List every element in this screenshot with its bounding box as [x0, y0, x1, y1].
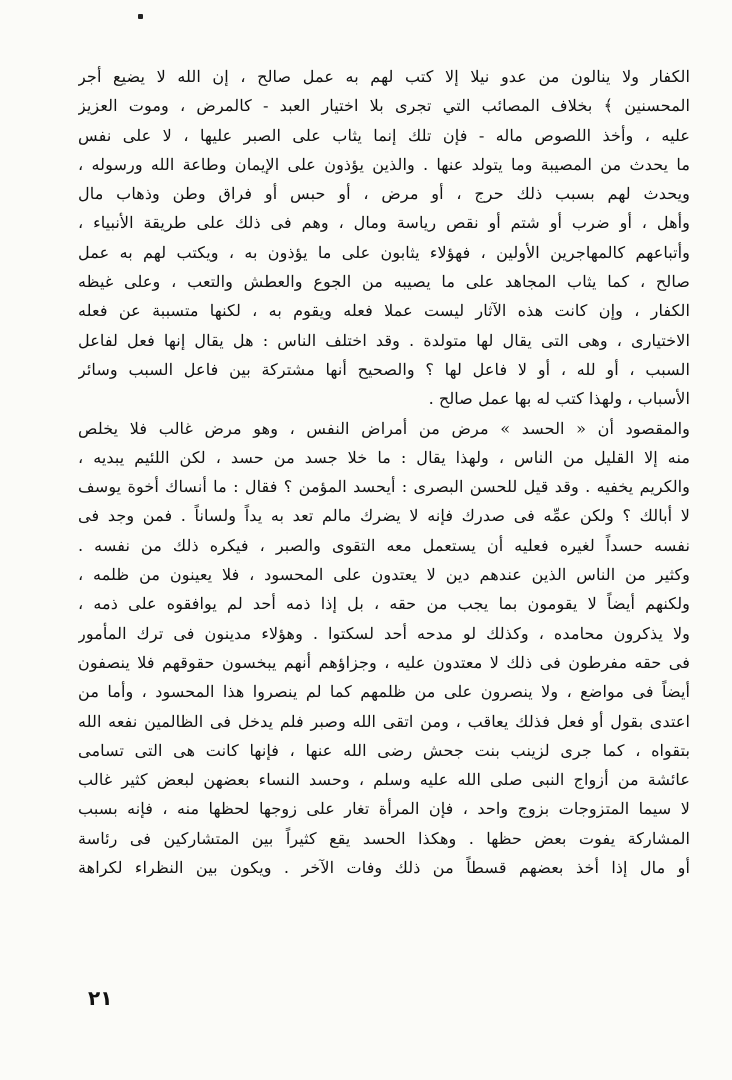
text-line: عائشة من أزواج النبى صلى الله عليه وسلم ، وحسد النساء بعضهن لبعض كثير غالب: [78, 770, 690, 790]
text-line: الكفار ولا ينالون من عدو نيلا إلا كتب لهم به عمل صالح ، إن الله لا يضيع أجر: [78, 67, 690, 86]
text-line: المشاركة يفوت بعض حظها . وهكذا الحسد يقع كثيراً بين المتشاركين فى رئاسة: [78, 828, 690, 848]
text-line: الاختيارى ، وهى التى يقال لها متولدة . وقد اختلف الناس : هل يقال إنها فعل لفاعل: [78, 330, 690, 350]
text-line: أيضاً فى مواضع ، ولا ينصرون على من ظلمهم كما لم ينصروا هذا المحسود ، وأما من: [78, 682, 690, 702]
text-line: صالح ، كما يثاب المجاهد على ما يصيبه من الجوع والعطش والتعب ، وعلى غيظه: [78, 272, 690, 292]
text-line: نفسه حسداً لغيره فعليه أن يستعمل معه التقوى والصبر ، فيكره ذلك من نفسه .: [78, 535, 690, 555]
text-line: اعتدى بقول أو فعل فذلك يعاقب ، ومن اتقى الله وصبر فلم يدخل فى الظالمين نفعه الله: [78, 711, 690, 731]
text-line: ويحدث لهم بسبب ذلك حرج ، أو مرض ، أو حبس أو فراق وطن وذهاب مال: [78, 184, 690, 204]
text-line: بتقواه ، كما جرى لزينب بنت جحش رضى الله عنها ، فإنها كانت هى التى تسامى: [78, 740, 690, 760]
text-line: لا سيما المتزوجات بزوج واحد ، فإن المرأة تغار على زوجها لحظها منه ، فإنه بسبب: [78, 799, 690, 819]
ink-mark: [138, 14, 143, 19]
text-line: الكفار ، وإن كانت هذه الآثار ليست عملا فعله ويقوم به ، لكنها متسببة عن فعله: [78, 301, 690, 321]
text-line: وأهل ، أو ضرب أو شتم أو نقص رياسة ومال ، وهم فى ذلك على طريقة الأنبياء ،: [78, 213, 690, 233]
text-line: والمقصود أن « الحسد » مرض من أمراض النفس ، وهو مرض غالب فلا يخلص: [78, 418, 690, 438]
text-line: ما يحدث من المصيبة وما يتولد عنها . والذين يؤذون على الإيمان وطاعة الله ورسوله ،: [78, 154, 690, 174]
text-line: فى حقه مفرطون فى ذلك لا معتدون عليه ، وجزاؤهم أنهم يبخسون حقوقهم فلا ينصفون: [78, 652, 690, 672]
text-line: السبب ، أو لله ، أو لا فاعل لها ؟ والصحيح أنها مشتركة بين فاعل السبب وسائر: [78, 359, 690, 379]
text-line: ولا يذكرون محامده ، وكذلك لو مدحه أحد لسكتوا . وهؤلاء مدينون فى ترك المأمور: [78, 623, 690, 643]
page-number: ٢١: [88, 986, 113, 1010]
text-line: منه إلا القليل من الناس ، ولهذا يقال : ما خلا جسد من حسد ، لكن اللئيم يبديه ،: [78, 447, 690, 467]
text-line: ولكنهم أيضاً لا يقومون بما يجب من حقه ، بل إذا ذمه أحد لم يوافقوه على ذمه ،: [78, 594, 690, 614]
text-line: أو مال إذا أخذ بعضهم قسطاً من ذلك وفات الآخر . ويكون بين النظراء لكراهة: [78, 858, 690, 878]
text-line: والكريم يخفيه . وقد قيل للحسن البصرى : أيحسد المؤمن ؟ فقال : ما أنساك أخوة يوسف: [78, 477, 690, 497]
text-line: عليه ، وأخذ اللصوص ماله - فإن تلك إنما يثاب على الصبر عليها ، لا على نفس: [78, 125, 690, 145]
body-text: [78, 62, 690, 882]
text-line: الأسباب ، ولهذا كتب له بها عمل صالح .: [428, 389, 690, 409]
text-line: لا أبالك ؟ ولكن عمِّه فى صدرك فإنه لا يضرك مالم تعد به يداً ولساناً . فمن وجد فى: [78, 506, 690, 526]
text-line: المحسنين ﴾ بخلاف المصائب التي تجرى بلا اختيار العبد - كالمرض ، وموت العزيز: [78, 96, 690, 116]
text-line: وكثير من الناس الذين عندهم دين لا يعتدون على المحسود ، فلا يعينون من ظلمه ،: [78, 565, 690, 585]
text-line: وأتباعهم كالمهاجرين الأولين ، فهؤلاء يثابون على ما يؤذون به ، ويكتب لهم به عمل: [78, 242, 690, 262]
